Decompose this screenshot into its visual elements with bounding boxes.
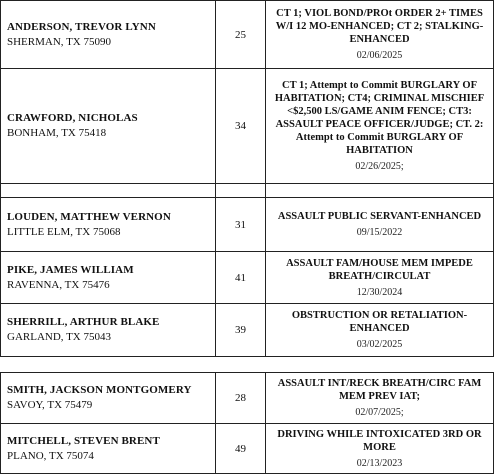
charge-cell: [266, 198, 494, 252]
table-row: [1, 198, 494, 252]
name-cell: [1, 373, 216, 424]
inmate-table-2: [0, 372, 494, 474]
person-name: CRAWFORD, NICHOLAS: [7, 112, 138, 124]
person-address: GARLAND, TX 75043: [7, 331, 111, 343]
charge-text: ASSAULT PUBLIC SERVANT-ENHANCED: [277, 211, 482, 222]
charge-date: 02/13/2023: [356, 457, 403, 469]
table-row: [1, 69, 494, 184]
person-name: MITCHELL, STEVEN BRENT: [7, 434, 160, 447]
charge-cell: [266, 304, 494, 357]
charge-date: 02/26/2025;: [355, 161, 404, 172]
table-row: [1, 1, 494, 69]
name-cell: [1, 69, 216, 184]
charge-date: 12/30/2024: [356, 286, 403, 298]
charge-date: 02/06/2025: [356, 50, 403, 61]
person-name: ANDERSON, TREVOR LYNN: [7, 20, 156, 33]
age-cell: 31: [216, 198, 266, 252]
person-address: PLANO, TX 75074: [7, 449, 94, 462]
charge-text: CT 1; Attempt to Commit BURGLARY OF HABITATION; CT4; CRIMINAL MISCHIEF <$2,500 LS/GAME ANIM FENCE; CT3: ASSAULT PEACE OFFICER/JUDGE; CT. 2: Attempt to Commit BURGLARY OF HABITATION: [274, 80, 485, 156]
person-address: RAVENNA, TX 75476: [7, 278, 110, 291]
person-address: BONHAM, TX 75418: [7, 127, 107, 139]
charge-cell: [266, 424, 494, 474]
age-cell: 28: [216, 373, 266, 424]
charge-date: 03/02/2025: [356, 339, 403, 350]
person-name: PIKE, JAMES WILLIAM: [7, 263, 134, 276]
table-row: [1, 252, 494, 304]
name-cell: [1, 424, 216, 474]
table-row: [1, 304, 494, 357]
person-address: SHERMAN, TX 75090: [7, 35, 112, 48]
table-row: [1, 424, 494, 474]
age-cell: 34: [216, 69, 266, 184]
age-cell: 25: [216, 1, 266, 69]
charge-cell: [266, 1, 494, 69]
person-name: LOUDEN, MATTHEW VERNON: [7, 210, 171, 223]
name-cell: [1, 1, 216, 69]
empty-row: [1, 184, 494, 198]
charge-text: ASSAULT FAM/HOUSE MEM IMPEDE BREATH/CIRCULAT: [286, 257, 473, 282]
charge-text: CT 1; VIOL BOND/PROt ORDER 2+ TIMES W/I 12 MO-ENHANCED; CT 2; STALKING-ENHANCED: [275, 8, 484, 45]
charge-cell: [266, 373, 494, 424]
table-row: [1, 373, 494, 424]
charge-text: ASSAULT INT/RECK BREATH/CIRC FAM MEM PREV IAT;: [277, 378, 482, 402]
age-cell: 49: [216, 424, 266, 474]
age-cell: 41: [216, 252, 266, 304]
name-cell: [1, 198, 216, 252]
person-address: SAVOY, TX 75479: [7, 399, 93, 411]
person-name: SMITH, JACKSON MONTGOMERY: [7, 384, 192, 396]
charge-date: 02/07/2025;: [355, 407, 404, 418]
age-cell: 39: [216, 304, 266, 357]
name-cell: [1, 252, 216, 304]
person-name: SHERRILL, ARTHUR BLAKE: [7, 316, 160, 328]
charge-date: 09/15/2022: [356, 227, 403, 238]
charge-cell: [266, 69, 494, 184]
charge-text: DRIVING WHILE INTOXICATED 3RD OR MORE: [277, 428, 482, 453]
name-cell: [1, 304, 216, 357]
charge-text: OBSTRUCTION OR RETALIATION-ENHANCED: [291, 310, 468, 334]
charge-cell: [266, 252, 494, 304]
person-address: LITTLE ELM, TX 75068: [7, 225, 121, 238]
